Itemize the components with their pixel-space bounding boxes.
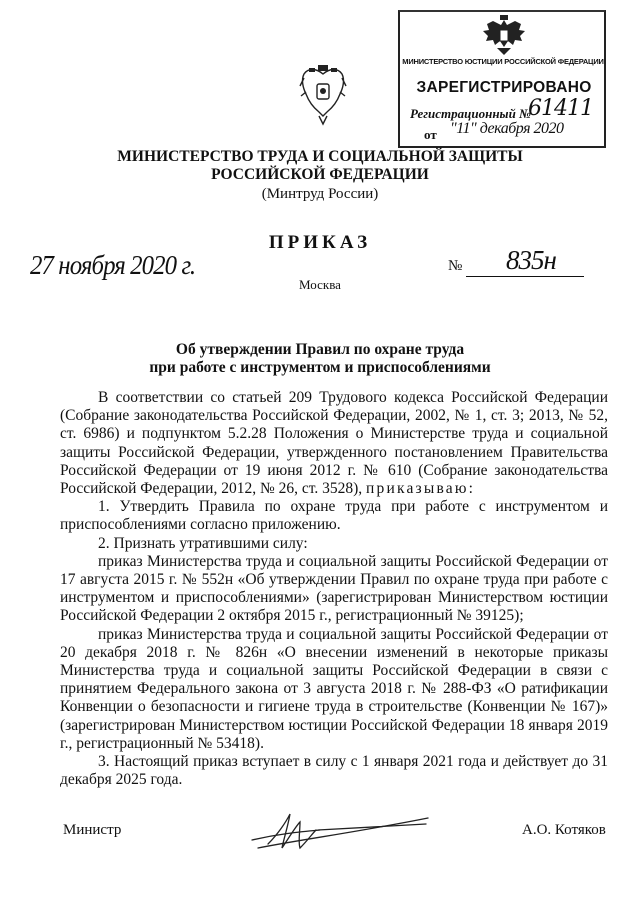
order-number: 835н [506,245,556,275]
coat-of-arms-icon [298,64,348,126]
ministry-name-line2: РОССИЙСКОЙ ФЕДЕРАЦИИ [211,166,429,183]
paragraph-preamble [60,389,608,498]
stamp-date: "11" декабря 2020 [450,120,564,137]
ministry-name-line1: МИНИСТЕРСТВО ТРУДА И СОЦИАЛЬНОЙ ЗАЩИТЫ [117,148,523,165]
stamp-date-prefix: от [424,127,437,142]
document-body [60,389,608,789]
paragraph-item-1: 1. Утвердить Правила по охране труда при работе с инструментом и приспособлениями согласно приложению. [60,498,608,534]
handwritten-signature-icon [238,800,438,860]
double-headed-eagle-icon [478,14,530,56]
document-title-line2: при работе с инструментом и приспособлениями [149,359,491,376]
stamp-ministry-name: МИНИСТЕРСТВО ЮСТИЦИИ РОССИЙСКОЙ ФЕДЕРАЦИИ [402,57,604,66]
paragraph-repealed-order-2: приказ Министерства труда и социальной защиты Российской Федерации от 20 декабря 2018 г. № 826н «О внесении изменений в некоторые приказы Министерства труда и социальной защиты Российской Федерации в связи с принятием Федерального закона от 3 августа 2018 г. № 288-ФЗ «О ратификации Конвенции о безопасности и гигиене труда в строительстве (Конвенции № 167)» (зарегистрирован Министерством юстиции Российской Федерации 18 января 2019 г., регистрационный № 53418). [60,625,608,752]
stamp-status: ЗАРЕГИСТРИРОВАНО [416,79,592,96]
paragraph-item-3: 3. Настоящий приказ вступает в силу с 1 января 2021 года и действует до 31 декабря 2025 года. [60,753,608,789]
order-command: приказываю: [366,480,476,498]
paragraph-item-2: 2. Признать утратившими силу: [98,534,308,552]
paragraph-repealed-order-1: приказ Министерства труда и социальной защиты Российской Федерации от 17 августа 2015 г. № 552н «Об утверждении Правил по охране труда при работе с инструментом и приспособлениями» (зарегистрирован Министерством юстиции Российской Федерации 2 октября 2015 г., регистрационный № 39125); [60,552,608,625]
ministry-short-name: (Минтруд России) [261,186,379,202]
stamp-reg-number: 61411 [528,96,593,121]
order-date: 27 ноября 2020 г. [30,250,196,280]
stamp-reg-label: Регистрационный № [410,106,531,121]
document-title-line1: Об утверждении Правил по охране труда [175,341,465,358]
preamble-text: В соответствии со статьей 209 Трудового кодекса Российской Федерации (Собрание законодательства Российской Федерации, 2002, № 1, ст. 3; 2013, № 52, ст. 6986) и подпунктом 5.2.28 Положения о Министерстве труда и социальной защиты Российской Федерации, утвержденного постановлением Правительства Российской Федерации от 19 июня 2012 г. № 610 (Собрание законодательства Российской Федерации, 2012, № 26, ст. 3528), [60,389,608,498]
order-city: Москва [299,277,341,292]
signatory-role: Министр [63,822,122,838]
order-number-label: № [448,258,463,274]
document-type: ПРИКАЗ [268,232,372,253]
signatory-name: А.О. Котяков [522,822,606,838]
